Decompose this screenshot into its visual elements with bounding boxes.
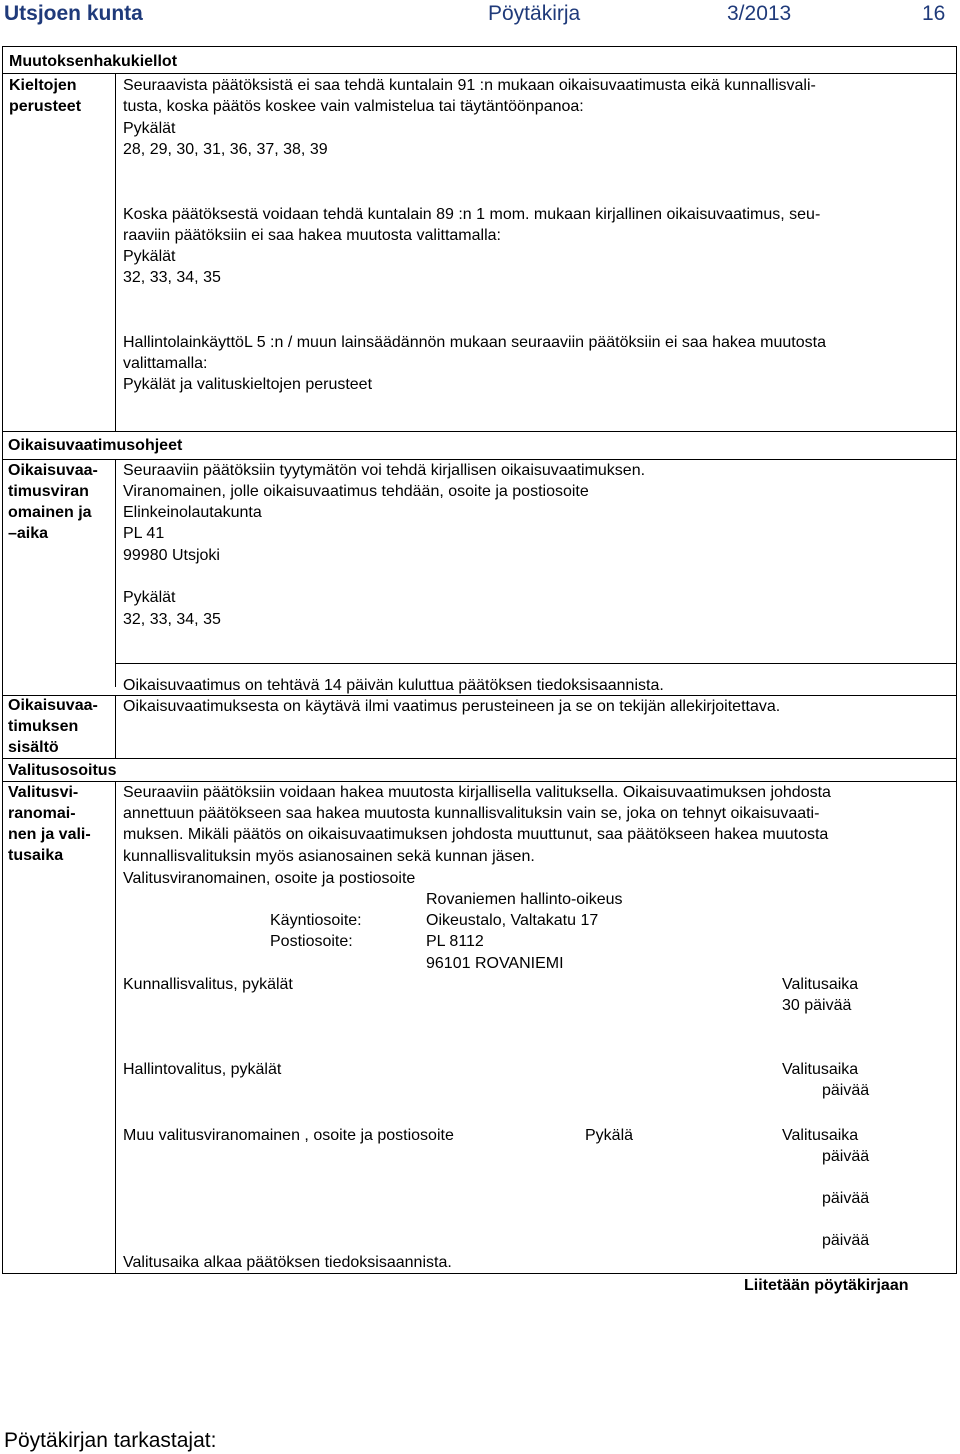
appeal-text-2: annettuun päätökseen saa hakea muutosta kunnallisvalituksin vain se, joka on tehnyt oikaisuvaati- — [123, 805, 820, 822]
prohibitions-title: Muutoksenhakukiellot — [9, 53, 178, 70]
appeal-period-label-1: Valitusaika — [782, 976, 859, 993]
prohibitions-side-cell — [3, 73, 116, 432]
document-number: 3/2013 — [727, 2, 792, 25]
prohibition-text-1b: tusta, koska päätös koskee vain valmistelua tai täytäntöönpanoa: — [123, 98, 584, 115]
appeal-text-3: muksen. Mikäli päätös on oikaisuvaatimuksen johdosta muuttunut, saa päätökseen hakea muutosta — [123, 826, 829, 843]
rectification-po-box: PL 41 — [123, 525, 165, 542]
prohibition-text-3c: Pykälät ja valituskieltojen perusteet — [123, 376, 373, 393]
document-type: Pöytäkirja — [488, 2, 581, 25]
prohibition-text-3b: valittamalla: — [123, 355, 208, 372]
rectification-title: Oikaisuvaatimusohjeet — [8, 437, 183, 454]
appeal-period-start: Valitusaika alkaa päätöksen tiedoksisaannista. — [123, 1254, 452, 1271]
visit-address-label: Käyntiosoite: — [270, 912, 362, 929]
appeal-side-label: Valitusvi- ranomai- nen ja vali- tusaika — [8, 784, 91, 864]
postal-address: PL 8112 — [426, 933, 484, 950]
prohibitions-side-label: Kieltojen perusteet — [9, 77, 82, 115]
appeal-text-4: kunnallisvalituksin myös asianosainen sekä kunnan jäsen. — [123, 848, 535, 865]
appeal-period-value-3b: päivää — [822, 1190, 870, 1207]
prohibition-sections-1: 28, 29, 30, 31, 36, 37, 38, 39 — [123, 141, 328, 158]
appeal-authority-label: Valitusviranomainen, osoite ja postiosoite — [123, 870, 416, 887]
page-header — [0, 0, 960, 38]
prohibition-sections-2: 32, 33, 34, 35 — [123, 269, 221, 286]
appeal-divider — [2, 758, 957, 759]
appeal-court: Rovaniemen hallinto-oikeus — [426, 891, 623, 908]
rectification-sections: 32, 33, 34, 35 — [123, 611, 221, 628]
appeal-period-value-2: päivää — [822, 1082, 870, 1099]
appeal-period-value-1: 30 päivää — [782, 997, 852, 1014]
rectification-postal-code: 99980 Utsjoki — [123, 547, 220, 564]
rectification-deadline: Oikaisuvaatimus on tehtävä 14 päivän kuluttua päätöksen tiedoksisaannista. — [123, 677, 664, 694]
prohibition-text-2: Koska päätöksestä voidaan tehdä kuntalain 89 :n 1 mom. mukaan kirjallinen oikaisuvaatimus, seu- — [123, 206, 821, 223]
rectification-authority: Elinkeinolautakunta — [123, 504, 262, 521]
prohibition-sections-label-1: Pykälät — [123, 120, 176, 137]
appeal-period-value-3a: päivää — [822, 1148, 870, 1165]
other-section-label: Pykälä — [585, 1127, 634, 1144]
prohibition-text-3: HallintolainkäyttöL 5 :n / muun lainsäädännön mukaan seuraaviin päätöksiin ei saa hakea muutosta — [123, 334, 826, 351]
rectification-content: Oikaisuvaatimuksesta on käytävä ilmi vaatimus perusteineen ja se on tekijän allekirjoitettava. — [123, 698, 781, 715]
other-authority-label: Muu valitusviranomainen , osoite ja postiosoite — [123, 1127, 454, 1144]
reviewers-label: Pöytäkirjan tarkastajat: — [4, 1429, 217, 1452]
postal-address-label: Postiosoite: — [270, 933, 353, 950]
prohibition-text-2b: raaviin päätöksiin ei saa hakea muutosta valittamalla: — [123, 227, 501, 244]
administrative-appeal-label: Hallintovalitus, pykälät — [123, 1061, 282, 1078]
attached-note: Liitetään pöytäkirjaan — [744, 1277, 909, 1294]
appeal-period-label-3: Valitusaika — [782, 1127, 859, 1144]
prohibition-text-1: Seuraavista päätöksistä ei saa tehdä kuntalain 91 :n mukaan oikaisuvaatimusta eikä kunnallisvali- — [123, 77, 816, 94]
appeal-title: Valitusosoitus — [8, 762, 117, 779]
appeal-period-value-3c: päivää — [822, 1232, 870, 1249]
municipal-appeal-label: Kunnallisvalitus, pykälät — [123, 976, 293, 993]
prohibition-sections-label-2: Pykälät — [123, 248, 176, 265]
municipality-name: Utsjoen kunta — [4, 2, 143, 25]
page-number: 16 — [922, 2, 946, 25]
rectification-side-label: Oikaisuvaa- timusviran omainen ja –aika — [8, 462, 98, 542]
visit-address: Oikeustalo, Valtakatu 17 — [426, 912, 599, 929]
rectification-sections-label: Pykälät — [123, 589, 176, 606]
rectification-authority-label: Viranomainen, jolle oikaisuvaatimus tehdään, osoite ja postiosoite — [123, 483, 589, 500]
content-side-label: Oikaisuvaa- timuksen sisältö — [8, 697, 98, 756]
prohibitions-section — [2, 46, 957, 432]
rectification-intro: Seuraaviin päätöksiin tyytymätön voi tehdä kirjallisen oikaisuvaatimuksen. — [123, 462, 646, 479]
appeal-period-label-2: Valitusaika — [782, 1061, 859, 1078]
appeal-text-1: Seuraaviin päätöksiin voidaan hakea muutosta kirjallisella valituksella. Oikaisuvaatimuksen johdosta — [123, 784, 831, 801]
postal-code: 96101 ROVANIEMI — [426, 955, 564, 972]
